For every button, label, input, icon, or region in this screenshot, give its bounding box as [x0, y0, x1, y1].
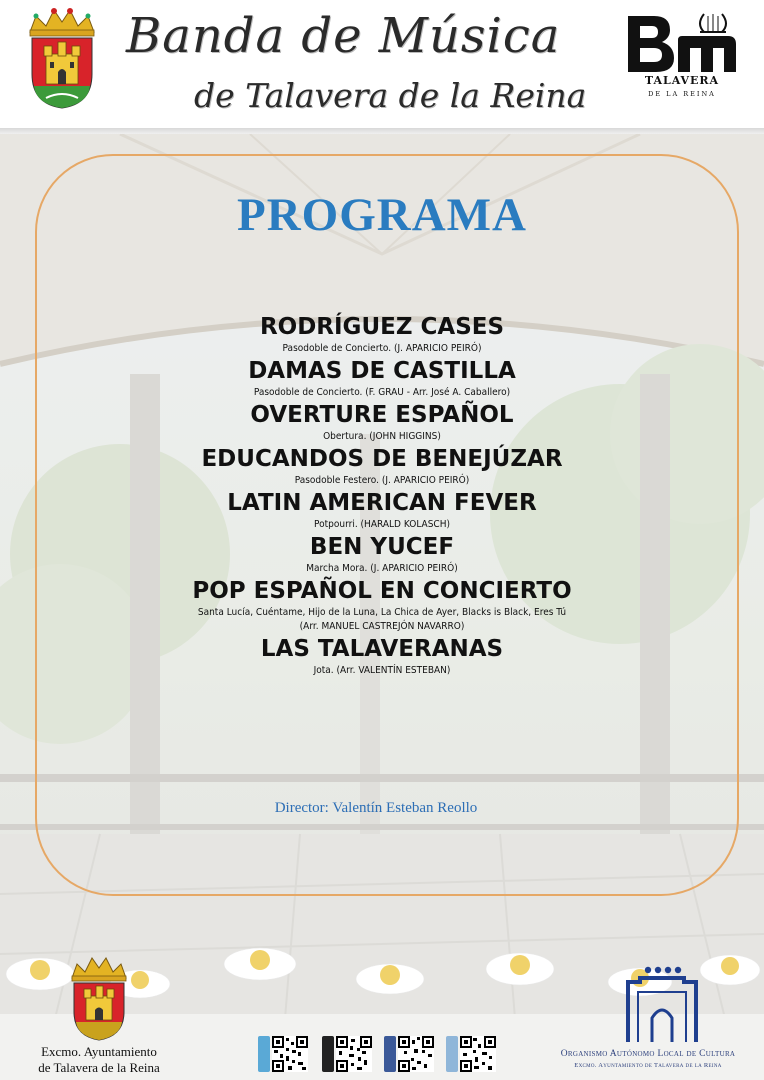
piece-description: Pasodoble de Concierto. (F. GRAU - Arr. José A. Caballero): [253, 387, 511, 398]
qr-website[interactable]: [258, 1036, 314, 1072]
piece-title: EDUCANDOS DE BENEJÚZAR: [201, 446, 563, 472]
qr-code-icon: [272, 1036, 308, 1072]
piece-description: Jota. (Arr. VALENTÍN ESTEBAN): [313, 665, 451, 676]
piece-description: Obertura. (JOHN HIGGINS): [323, 431, 441, 442]
piece-description: Santa Lucía, Cuéntame, Hijo de la Luna, La Chica de Ayer, Blacks is Black, Eres Tú: [197, 607, 567, 618]
piece-title: LAS TALAVERANAS: [260, 636, 504, 662]
piece-description: Pasodoble Festero. (J. APARICIO PEIRÓ): [294, 475, 470, 486]
band-subtitle: de Talavera de la Reina: [194, 76, 587, 115]
header: [0, 0, 764, 132]
program-heading: PROGRAMA: [237, 189, 527, 241]
qr-blog[interactable]: [446, 1036, 502, 1072]
piece-description: Marcha Mora. (J. APARICIO PEIRÓ): [306, 563, 458, 574]
band-bm-logo-icon: [624, 10, 740, 102]
talavera-coat-of-arms-icon: [22, 6, 102, 110]
program-list: [100, 312, 664, 678]
organismo-name: Organismo Autónomo Local de Cultura: [560, 1049, 736, 1059]
piece-description: Potpourri. (HARALD KOLASCH): [314, 519, 450, 530]
blog-tag-icon: [446, 1036, 458, 1072]
qr-code-icon: [460, 1036, 496, 1072]
director-credit: Director: Valentín Esteban Reollo: [274, 800, 478, 816]
organismo-cultura-logo-icon: [614, 966, 710, 1044]
ayuntamiento-coat-of-arms-icon: [66, 956, 132, 1042]
piece-title: OVERTURE ESPAÑOL: [250, 402, 514, 428]
facebook-tag-icon: [384, 1036, 396, 1072]
piece-description: Pasodoble de Concierto. (J. APARICIO PEIRÓ): [282, 343, 482, 354]
piece-description: (Arr. MANUEL CASTREJÓN NAVARRO): [299, 621, 465, 632]
piece-title: POP ESPAÑOL EN CONCIERTO: [192, 578, 572, 604]
band-title: Banda de Música: [126, 8, 561, 64]
youtube-tag-icon: [322, 1036, 334, 1072]
qr-facebook[interactable]: [384, 1036, 440, 1072]
piece-title: DAMAS DE CASTILLA: [248, 358, 516, 384]
ayuntamiento-city: de Talavera de la Reina: [38, 1060, 160, 1075]
piece-title: BEN YUCEF: [309, 534, 455, 560]
ayuntamiento-name: Excmo. Ayuntamiento: [41, 1044, 157, 1059]
logo-text: TALAVERA: [644, 74, 720, 87]
piece-title: LATIN AMERICAN FEVER: [227, 490, 537, 516]
logo-subtext: DE LA REINA: [648, 90, 716, 98]
qr-youtube[interactable]: [322, 1036, 378, 1072]
piece-title: RODRÍGUEZ CASES: [259, 314, 505, 340]
website-tag-icon: [258, 1036, 270, 1072]
organismo-parent: Excmo. Ayuntamiento de Talavera de la Reina: [574, 1062, 722, 1069]
qr-code-icon: [336, 1036, 372, 1072]
qr-code-icon: [398, 1036, 434, 1072]
